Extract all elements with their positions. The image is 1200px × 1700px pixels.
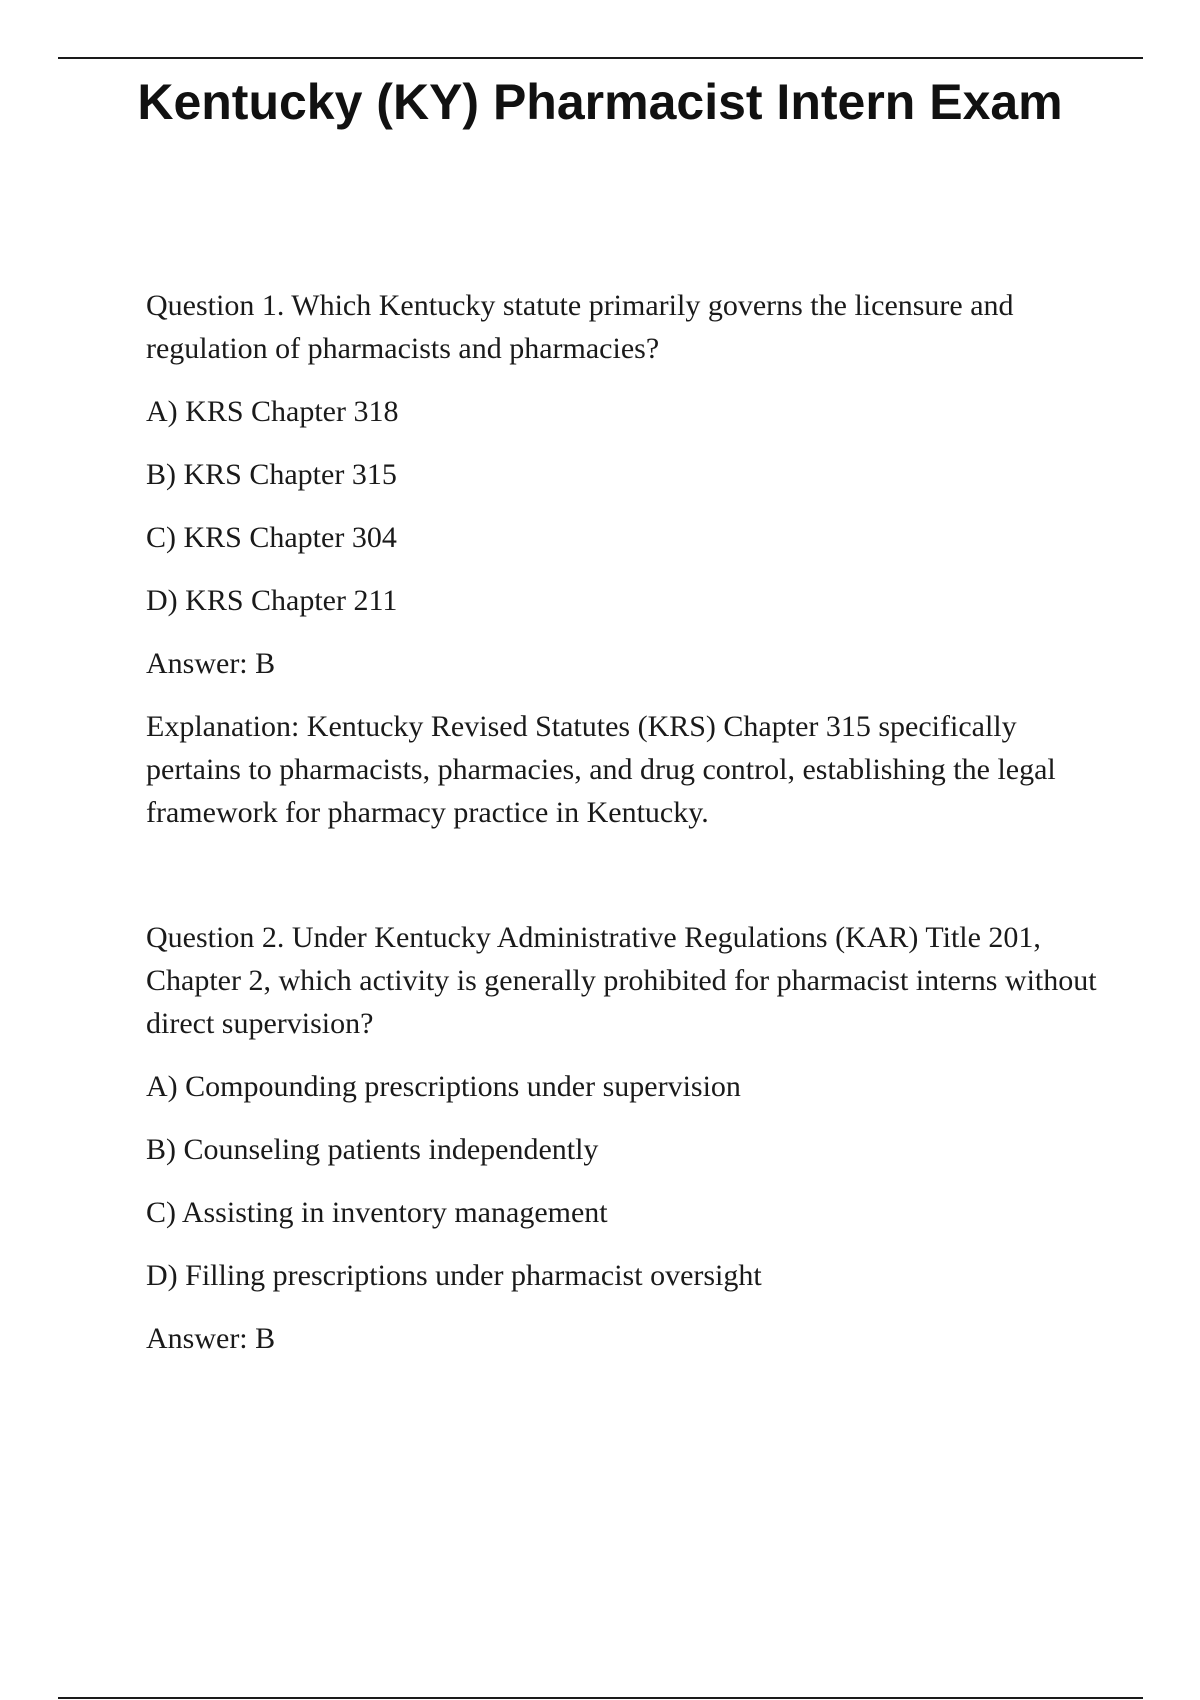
- question-block-1: [146, 284, 1106, 854]
- question-text: Question 1. Which Kentucky statute primarily governs the licensure and regulation of pharmacists and pharmacies?: [146, 289, 1014, 365]
- question-block-2: [146, 916, 1106, 1380]
- option-d: D) KRS Chapter 211: [146, 584, 398, 617]
- top-rule: [58, 57, 1143, 59]
- option-a: A) Compounding prescriptions under supervision: [146, 1070, 741, 1103]
- explanation-text: Explanation: Kentucky Revised Statutes (KRS) Chapter 315 specifically pertains to pharmacists, pharmacies, and drug control, establishing the legal framework for pharmacy practice in Kentucky.: [146, 710, 1056, 829]
- question-text: Question 2. Under Kentucky Administrative Regulations (KAR) Title 201, Chapter 2, which activity is generally prohibited for pharmacist interns without direct supervision?: [146, 921, 1097, 1040]
- option-b: B) Counseling patients independently: [146, 1133, 599, 1166]
- option-a: A) KRS Chapter 318: [146, 395, 399, 428]
- option-b: B) KRS Chapter 315: [146, 458, 397, 491]
- answer-text: Answer: B: [146, 647, 276, 680]
- option-c: C) KRS Chapter 304: [146, 521, 397, 554]
- option-d: D) Filling prescriptions under pharmacist oversight: [146, 1259, 762, 1292]
- answer-text: Answer: B: [146, 1322, 276, 1355]
- document-title: Kentucky (KY) Pharmacist Intern Exam: [137, 74, 1063, 130]
- option-c: C) Assisting in inventory management: [146, 1196, 608, 1229]
- bottom-rule: [58, 1697, 1143, 1699]
